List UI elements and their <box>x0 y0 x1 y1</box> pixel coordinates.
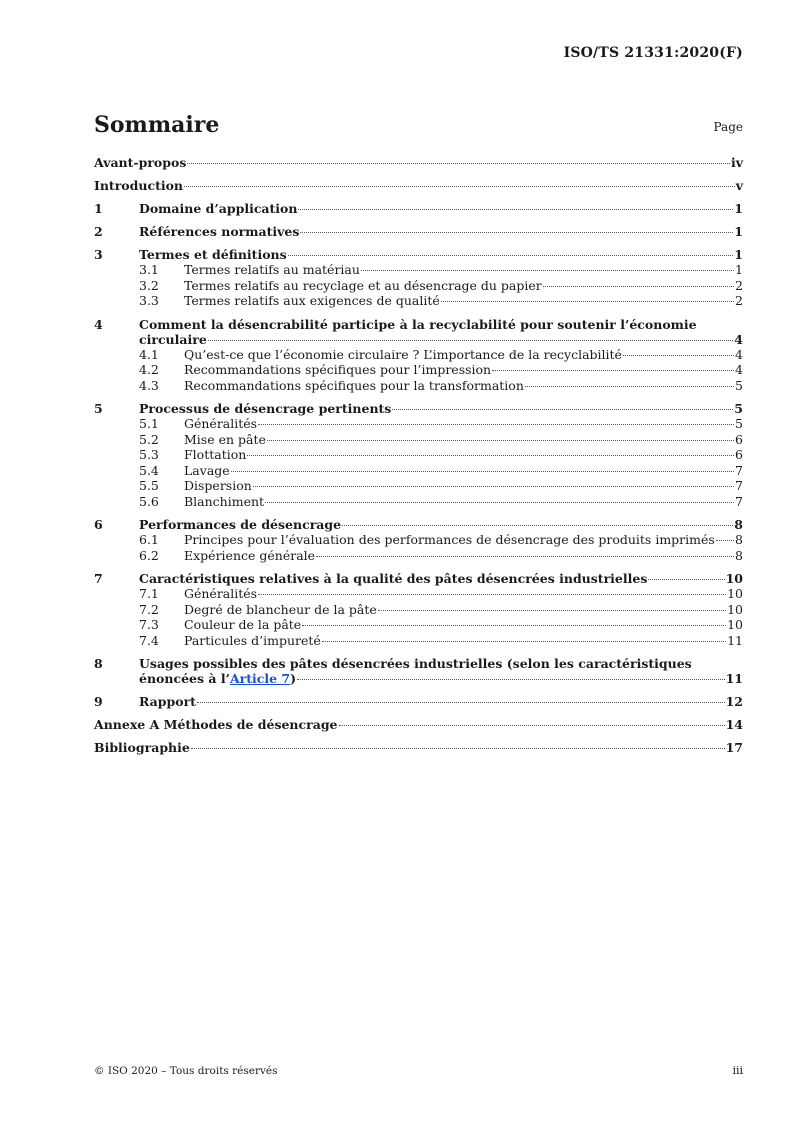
toc-label: Flottation <box>184 447 247 462</box>
leader-dots <box>322 641 726 642</box>
subsection-number: 5.3 <box>139 447 159 462</box>
leader-dots <box>716 540 734 541</box>
section-number: 6 <box>94 517 103 532</box>
leader-dots <box>648 579 724 580</box>
leader-dots <box>378 610 726 611</box>
leader-dots <box>361 270 734 271</box>
toc-subentry-5-2[interactable] <box>139 432 743 448</box>
subsection-number: 3.1 <box>139 262 159 277</box>
toc-page: 10 <box>727 586 743 601</box>
toc-page: 1 <box>734 201 743 216</box>
toc-page: 7 <box>735 478 743 493</box>
section-number: 1 <box>94 201 103 216</box>
page-column-label: Page <box>713 120 743 134</box>
toc-page: 14 <box>725 717 743 732</box>
toc-subentry-6-2[interactable] <box>139 548 743 564</box>
toc-label: Références normatives <box>139 224 300 239</box>
subsection-number: 5.2 <box>139 431 159 447</box>
leader-dots <box>298 209 733 210</box>
toc-label: Domaine d’application <box>139 201 298 216</box>
leader-dots <box>253 486 734 487</box>
subsection-number: 4.3 <box>139 377 159 393</box>
toc-entry-avant-propos[interactable] <box>94 155 743 170</box>
toc-label-line-1: Comment la désencrabilité participe à la recyclabilité pour soutenir l’économie <box>139 316 697 332</box>
toc-entry-bibliographie[interactable] <box>94 740 743 755</box>
toc-subentry-7-2[interactable] <box>139 602 743 618</box>
toc-page: 8 <box>734 517 743 532</box>
toc-page: 4 <box>734 331 743 347</box>
toc-label: Termes relatifs aux exigences de qualité <box>184 293 440 308</box>
section-number: 8 <box>94 656 103 671</box>
toc-page: 1 <box>734 224 743 239</box>
leader-dots <box>316 556 734 557</box>
leader-dots <box>258 594 726 595</box>
leader-dots <box>184 186 735 187</box>
subsection-number: 3.2 <box>139 277 159 293</box>
toc-label: Caractéristiques relatives à la qualité des pâtes désencrées industrielles <box>139 571 648 586</box>
leader-dots <box>267 440 734 441</box>
toc-subentry-5-6[interactable] <box>139 494 743 510</box>
toc-label-line-1: Usages possibles des pâtes désencrées industrielles (selon les caractéristiques <box>139 656 692 671</box>
toc-label-line-2 <box>139 671 296 686</box>
toc-label: Lavage <box>184 462 230 478</box>
toc-label: Couleur de la pâte <box>184 617 302 632</box>
toc-label: Mise en pâte <box>184 431 266 447</box>
toc-label-line-2: circulaire <box>139 331 207 347</box>
leader-dots <box>492 370 734 371</box>
leader-dots <box>231 471 734 472</box>
leader-dots <box>525 386 734 387</box>
toc-page: 1 <box>735 262 743 277</box>
toc-label: Introduction <box>94 178 184 193</box>
leader-dots <box>441 301 734 302</box>
toc-page: 2 <box>735 293 743 308</box>
leader-dots <box>342 525 733 526</box>
toc-subentry-7-3[interactable] <box>139 617 743 633</box>
toc-subentry-4-3[interactable] <box>139 378 743 394</box>
leader-dots <box>623 355 734 356</box>
subsection-number: 7.4 <box>139 632 159 648</box>
toc-entry-annexe-a[interactable] <box>94 717 743 732</box>
toc-entry-section-1[interactable] <box>94 201 743 216</box>
toc-label-pre: énoncées à l’ <box>139 671 230 686</box>
leader-dots <box>197 702 725 703</box>
toc-label: Bibliographie <box>94 740 190 755</box>
leader-dots <box>191 748 725 749</box>
leader-dots <box>208 340 734 341</box>
footer-copyright: © ISO 2020 – Tous droits réservés <box>94 1065 278 1077</box>
toc-label: Généralités <box>184 586 258 601</box>
toc-label: Généralités <box>184 416 258 431</box>
toc-subentry-3-1[interactable] <box>139 262 743 278</box>
leader-dots <box>297 679 725 680</box>
subsection-number: 4.2 <box>139 362 159 377</box>
toc-page: 17 <box>725 740 743 755</box>
toc-page: 4 <box>735 362 743 377</box>
subsection-number: 5.1 <box>139 416 159 431</box>
toc-label: Principes pour l’évaluation des performances de désencrage des produits imprimés <box>184 532 715 547</box>
subsection-number: 5.5 <box>139 478 159 493</box>
toc-page: 7 <box>735 493 743 509</box>
toc-label: Particules d’impureté <box>184 632 321 648</box>
subsection-number: 7.3 <box>139 617 159 632</box>
toc-page: 11 <box>727 632 743 648</box>
section-number: 9 <box>94 694 103 709</box>
toc-page: iv <box>730 155 743 170</box>
toc-entry-section-5[interactable] <box>94 401 743 509</box>
table-of-contents <box>94 155 743 755</box>
leader-dots <box>339 725 725 726</box>
subsection-number: 7.2 <box>139 601 159 617</box>
toc-label: Blanchiment <box>184 493 265 509</box>
section-number: 7 <box>94 571 103 586</box>
subsection-number: 6.2 <box>139 547 159 563</box>
leader-dots <box>247 455 734 456</box>
subsection-number: 7.1 <box>139 586 159 601</box>
toc-subentry-7-1[interactable] <box>139 586 743 602</box>
leader-dots <box>265 502 734 503</box>
toc-entry-section-6[interactable] <box>94 517 743 563</box>
subsection-number: 6.1 <box>139 532 159 547</box>
leader-dots <box>543 286 734 287</box>
toc-label: Avant-propos <box>94 155 187 170</box>
leader-dots <box>300 232 733 233</box>
leader-dots <box>187 163 730 164</box>
toc-entry-section-9[interactable] <box>94 694 743 709</box>
toc-page: 6 <box>735 447 743 462</box>
section-number: 3 <box>94 247 103 262</box>
toc-entry-section-2[interactable] <box>94 224 743 239</box>
leader-dots <box>288 255 734 256</box>
article-7-link[interactable]: Article 7 <box>229 671 291 686</box>
toc-subentry-4-1[interactable] <box>139 347 743 363</box>
toc-subentry-5-1[interactable] <box>139 416 743 432</box>
toc-subentry-5-3[interactable] <box>139 447 743 463</box>
toc-page: v <box>735 178 743 193</box>
toc-label: Recommandations spécifiques pour la transformation <box>184 377 524 393</box>
toc-label: Degré de blancheur de la pâte <box>184 601 377 617</box>
toc-subentry-7-4[interactable] <box>139 633 743 649</box>
toc-label: Termes relatifs au matériau <box>184 262 360 277</box>
toc-page: 6 <box>735 431 743 447</box>
toc-entry-section-7[interactable] <box>94 571 743 648</box>
toc-label: Rapport <box>139 694 196 709</box>
toc-page: 7 <box>735 462 743 478</box>
toc-label: Performances de désencrage <box>139 517 342 532</box>
subsection-number: 4.1 <box>139 346 159 362</box>
subsection-number: 5.4 <box>139 462 159 478</box>
toc-page: 10 <box>727 617 743 632</box>
leader-dots <box>392 409 733 410</box>
toc-page: 12 <box>725 694 743 709</box>
toc-subentry-4-2[interactable] <box>139 362 743 378</box>
toc-label: Qu’est-ce que l’économie circulaire ? L’importance de la recyclabilité <box>184 346 622 362</box>
toc-entry-section-4[interactable] <box>94 317 743 394</box>
toc-label: Annexe A Méthodes de désencrage <box>94 717 338 732</box>
toc-subentry-5-5[interactable] <box>139 478 743 494</box>
toc-page: 10 <box>725 571 743 586</box>
toc-entry-section-8[interactable] <box>94 656 743 686</box>
toc-label-post: ) <box>290 671 297 686</box>
toc-page: 8 <box>735 547 743 563</box>
toc-page: 11 <box>725 671 743 686</box>
subsection-number: 3.3 <box>139 293 159 308</box>
toc-entry-section-3[interactable] <box>94 247 743 309</box>
leader-dots <box>302 625 726 626</box>
toc-page: 2 <box>735 277 743 293</box>
toc-page: 5 <box>735 377 743 393</box>
toc-subentry-6-1[interactable] <box>139 532 743 548</box>
section-number: 5 <box>94 401 103 416</box>
section-number: 2 <box>94 224 103 239</box>
footer-page-number: iii <box>732 1064 743 1077</box>
leader-dots <box>258 424 734 425</box>
toc-page: 5 <box>734 401 743 416</box>
toc-subentry-5-4[interactable] <box>139 463 743 479</box>
toc-page: 1 <box>734 247 743 262</box>
toc-page: 4 <box>735 346 743 362</box>
toc-label: Processus de désencrage pertinents <box>139 401 392 416</box>
subsection-number: 5.6 <box>139 493 159 509</box>
document-id: ISO/TS 21331:2020(F) <box>563 45 743 61</box>
toc-label: Termes relatifs au recyclage et au désencrage du papier <box>184 277 542 293</box>
toc-page: 5 <box>735 416 743 431</box>
toc-label: Expérience générale <box>184 547 316 563</box>
toc-page: 10 <box>727 601 743 617</box>
toc-subentry-3-2[interactable] <box>139 278 743 294</box>
toc-entry-introduction[interactable] <box>94 178 743 193</box>
toc-label: Recommandations spécifiques pour l’impression <box>184 362 492 377</box>
title-row <box>94 112 743 142</box>
toc-label: Termes et définitions <box>139 247 287 262</box>
page-title: Sommaire <box>94 112 220 138</box>
section-number: 4 <box>94 316 103 332</box>
toc-page: 8 <box>735 532 743 547</box>
toc-subentry-3-3[interactable] <box>139 293 743 309</box>
toc-label: Dispersion <box>184 478 252 493</box>
